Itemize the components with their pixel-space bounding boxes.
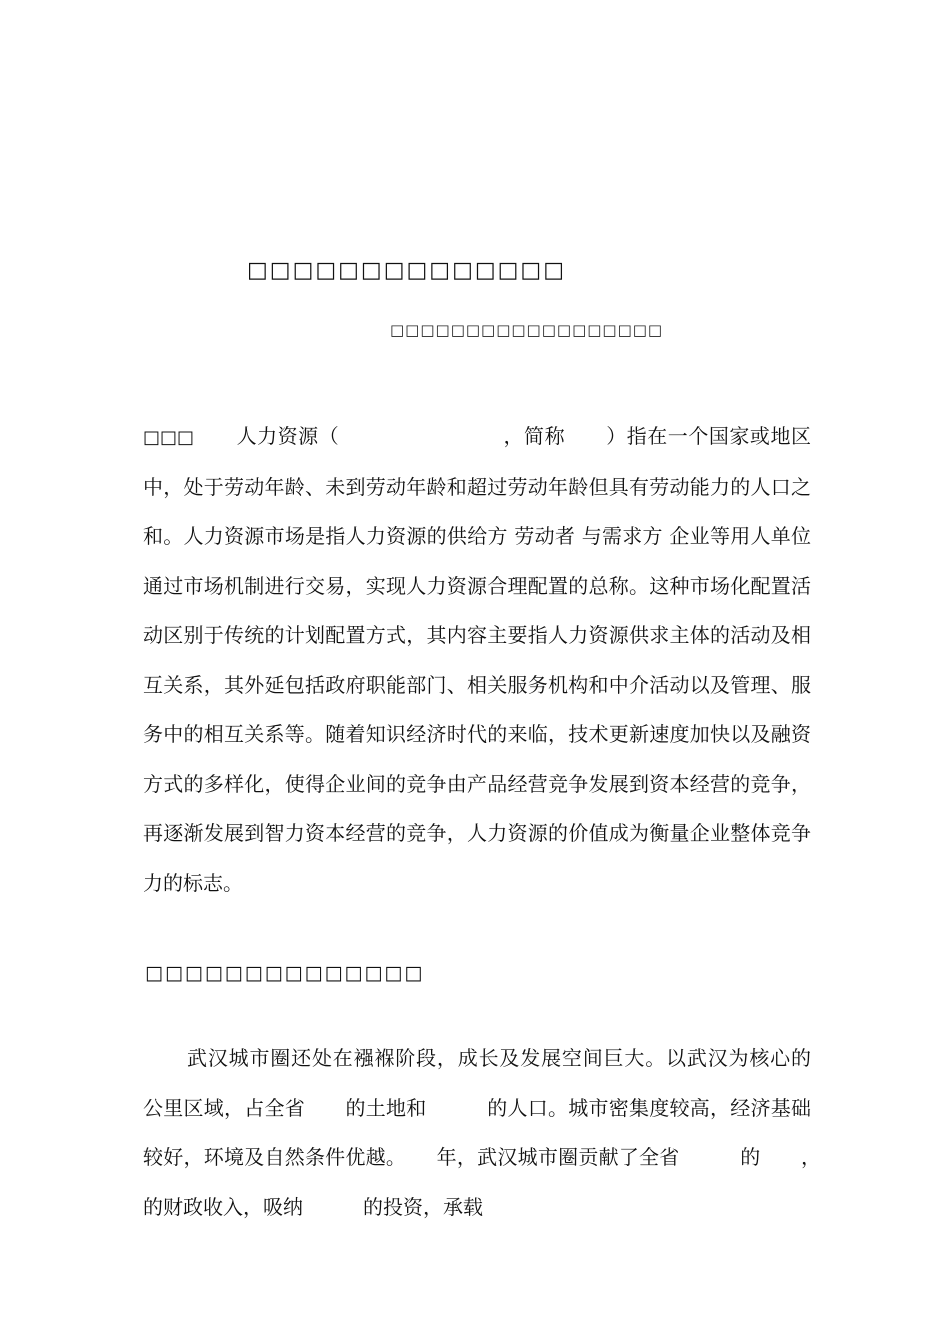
abstract-label: □□□ <box>143 427 195 448</box>
document-title: □□□□□□□□□□□□□□ <box>247 258 567 283</box>
document-subtitle: □□□□□□□□□□□□□□□□□□ <box>390 321 664 339</box>
abstract-paragraph <box>143 412 811 908</box>
section-paragraph: 武汉城市圈还处在襁褓阶段，成长及发展空间巨大。以武汉为核心的 公里区域，占全省 的土地和 的人口。城市密集度较高，经济基础较好，环境及自然条件优越。 年，武汉城市圈贡献了全省 的 ， 的财政收入，吸纳 的投资，承载 <box>143 1046 871 1219</box>
section-heading: □□□□□□□□□□□□□□ <box>145 962 425 984</box>
abstract-text: 人力资源（ ，简称 ）指在一个国家或地区中，处于劳动年龄、未到劳动年龄和超过劳动年龄但具有劳动能力的人口之和。人力资源市场是指人力资源的供给方 劳动者 与需求方 企业等用人单位 通过市场机制进行交易，实现人力资源合理配置的总称。这种市场化配置活动区别于传统的计划配置方式，其内容主要指人力资源供求主体的活动及相互关系，其外延包括政府职能部门、相关服务机构和中介活动以及管理、服务中的相互关系等。随着知识经济时代的来临，技术更新速度加快以及融资方式的多样化，使得企业间的竞争由产品经营竞争发展到资本经营的竞争，再逐渐发展到智力资本经营的竞争，人力资源的价值成为衡量企业整体竞争力的标志。 <box>143 424 811 895</box>
